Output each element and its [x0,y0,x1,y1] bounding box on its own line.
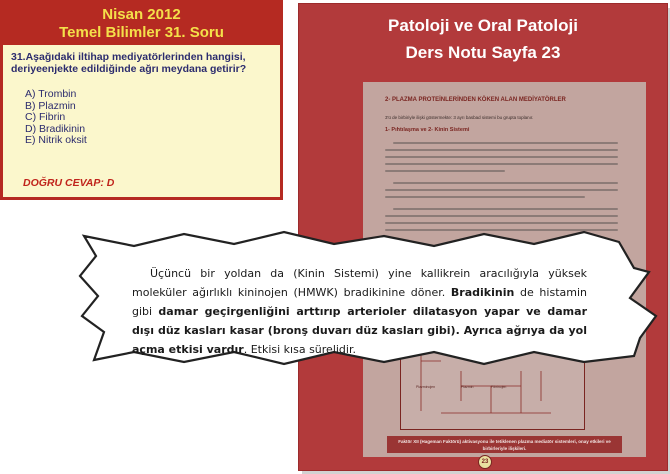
exam-date: Nisan 2012 [102,6,181,23]
answer-options [25,89,87,147]
correct-answer: DOĞRU CEVAP: D [23,177,115,189]
option-d: D) Bradikinin [25,122,86,135]
book-title-line2: Ders Notu Sayfa 23 [405,43,561,62]
text-line [385,149,618,151]
text-line [385,156,618,158]
option-a: A) Trombin [25,88,77,100]
section-heading: 2- PLAZMA PROTEİNLERİNDEN KÖKEN ALAN MEDİYATÖRLER [385,97,566,103]
question-header [3,3,280,45]
text-line [385,170,505,172]
page-number: 23 [478,455,492,469]
text-line [385,215,618,217]
diagram-label: Plazminojen [416,385,436,389]
question-card [0,0,283,200]
diagram-label: Fibrinojen [491,385,507,389]
explanation-part3: de histamin gibi [132,286,587,318]
subheading: 1- Pıhtılaşma ve 2- Kinin Sistemi [385,127,470,133]
question-text: 31.Aşağıdaki iltihap mediyatörlerinden hangisi, deriyeenjekte edildiğinde ağrı meydana getirir? [11,51,247,75]
bradikinin-term: Bradikinin [450,286,515,299]
text-line [393,182,618,184]
book-title-line1: Patoloji ve Oral Patoloji [388,16,578,35]
text-line [385,196,585,198]
effect-description: damar geçirgenliğini arttırıp arterioler dilatasyon yapar ve damar dışı düz kasları kasar (bronş duvarı düz kasları gibi). Ayrıca ağrıya da yol açma etkisi vardır [132,305,587,356]
explanation-text [132,264,587,359]
text-line [393,208,618,210]
question-number: Temel Bilimler 31. Soru [59,24,224,41]
option-c: C) Fibrin [25,111,66,123]
intro-text: 3'ü de birbiriyle ilişki göstermekte: 3 ayrı basbad sistemi bu grupta toplanır. [385,115,534,120]
text-line [393,142,618,144]
text-line [385,163,618,165]
figure-caption: Faktör XII (Hageman Faktörü) aktivasyonu ile tetiklenen plazma mediatör sistemleri, onay etkileri ve birbirleriyle ilişkileri. [387,436,622,453]
explanation-part5: . Etkisi kısa sürelidir. [243,343,356,356]
explanation-part1: Üçüncü bir yoldan da (Kinin Sistemi) yine kallikrein aracılığıyla yüksek moleküler ağırlıklı kininojen (HMWK) bradikinine döner. [132,267,587,299]
book-title [299,12,667,66]
text-line [385,222,618,224]
option-b: B) Plazmin [25,99,76,112]
diagram-label: Plazmin [461,385,474,389]
text-line [385,189,618,191]
option-e: E) Nitrik oksit [25,134,87,146]
